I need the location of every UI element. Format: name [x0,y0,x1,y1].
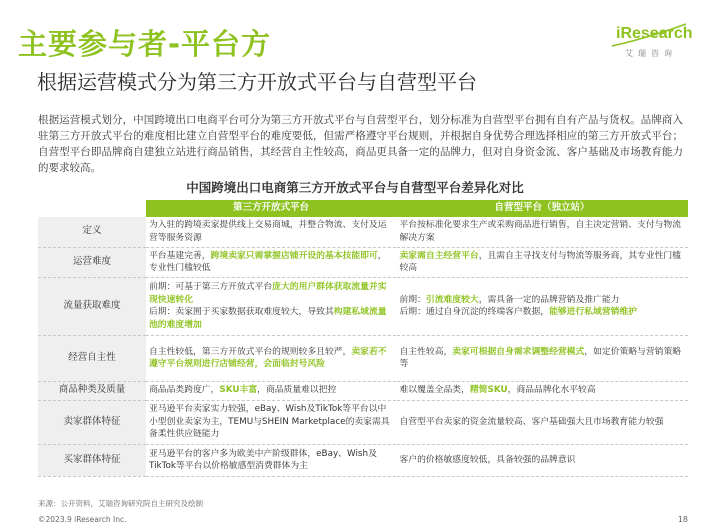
cell-third-party: 亚马逊平台的客户多为欧美中产阶级群体，eBay、Wish及TikTok等平台以价格敏感型消费群体为主 [146,444,396,476]
page-number: 18 [677,515,688,524]
highlight-text: 精简SKU [469,385,508,396]
highlight-text: 引流难度较大 [425,294,479,305]
page-title: 主要参与者-平台方 [18,27,272,61]
highlight-text: 能够进行私域营销维护 [549,307,638,318]
cell-third-party: 为入驻的跨境卖家提供线上交易商城，并整合物流、支付及运营等服务资源 [146,217,396,247]
highlight-text: 卖家若不遵守平台规则进行店铺经营，会面临封号风险 [149,346,387,370]
highlight-text: SKU丰富 [219,385,258,396]
header-third-party: 第三方开放式平台 [146,200,396,217]
comparison-table [38,200,688,477]
iresearch-logo [598,20,693,66]
cell-self-operated: 客户的价格敏感度较低，具备较强的品牌意识 [396,444,688,476]
cell-self-operated: 平台按标准化要求生产或采购商品进行销售，自主决定营销、支付与物流解决方案 [396,217,688,247]
table-row [38,335,688,381]
table-title: 中国跨境出口电商第三方开放式平台与自营型平台差异化对比 [186,180,524,195]
row-dimension: 运营难度 [38,247,146,277]
highlight-text: 庞大的用户群体获取流量并实现快速转化 [149,282,387,305]
row-dimension: 买家群体特征 [38,444,146,476]
highlight-text: 卖家可根据自身需求调整经营模式 [452,346,585,357]
cell-third-party: 商品品类跨度广，SKU丰富，商品质量难以把控 [146,381,396,400]
source-note: 来源：公开资料，艾瑞咨询研究院自主研究及绘制 [38,499,203,508]
cell-third-party: 前期：可基于第三方开放式平台庞大的用户群体获取流量并实现快速转化 后期：卖家囿于买家数据获取难度较大，导致其构建私域流量池的难度增加 [146,277,396,335]
cell-self-operated: 前期：引流难度较大，需具备一定的品牌营销及推广能力 后期：通过自身沉淀的终端客户数据，能够进行私域营销维护 [396,277,688,335]
copyright: ©2023.9 iResearch Inc. [38,515,127,524]
logo-text: iResearch [616,25,693,42]
row-dimension: 卖家群体特征 [38,400,146,444]
highlight-text: 卖家需自主经营平台 [399,250,479,261]
cell-self-operated: 自主性较高，卖家可根据自身需求调整经营模式，如定价策略与营销策略等 [396,335,688,381]
cell-third-party: 亚马逊平台卖家实力较强，eBay、Wish及TikTok等平台以中小型创业卖家为主，TEMU与SHEIN Marketplace的卖家需具备柔性供应链能力 [146,400,396,444]
cell-self-operated: 卖家需自主经营平台，且需自主寻找支付与物流等服务商，其专业性门槛较高 [396,247,688,277]
table-row [38,400,688,444]
header-blank-cell [38,200,146,217]
page-subtitle: 根据运营模式分为第三方开放式平台与自营型平台 [37,70,477,94]
table-row [38,247,688,277]
row-dimension: 流量获取难度 [38,277,146,335]
highlight-text: 构建私域流量池的难度增加 [149,307,387,330]
highlight-text: 跨境卖家只需掌握店铺开设的基本技能即可 [210,250,378,261]
row-dimension: 经营自主性 [38,335,146,381]
row-dimension: 商品种类及质量 [38,381,146,400]
table-row [38,444,688,476]
row-dimension: 定义 [38,217,146,247]
cell-third-party: 平台基建完善，跨境卖家只需掌握店铺开设的基本技能即可，专业性门槛较低 [146,247,396,277]
table-row [38,381,688,400]
cell-third-party: 自主性较低，第三方开放式平台的规则较多且较严，卖家若不遵守平台规则进行店铺经营，会面临封号风险 [146,335,396,381]
table-row [38,217,688,247]
cell-self-operated: 难以覆盖全品类，精简SKU，商品品牌化水平较高 [396,381,688,400]
header-self-operated: 自营型平台（独立站） [396,200,688,217]
intro-paragraph: 根据运营模式划分，中国跨境出口电商平台可分为第三方开放式平台与自营型平台，划分标准为自营型平台拥有自有产品与货权。品牌商入驻第三方开放式平台的难度相比建立自营型平台的难度要低，但需严格遵守平台规则，并根据自身优势合理选择相应的第三方开放式平台；自营型平台即品牌商自建独立站进行商品销售，其经营自主性较高，商品更具备一定的品牌力，但对自身资金流、客户基础及市场教育能力的要求较高。 [38,114,683,174]
logo-subtext: 艾瑞咨询 [625,49,677,58]
cell-self-operated: 自营型平台卖家的资金流量较高、客户基础强大且市场教育能力较强 [396,400,688,444]
table-row [38,277,688,335]
